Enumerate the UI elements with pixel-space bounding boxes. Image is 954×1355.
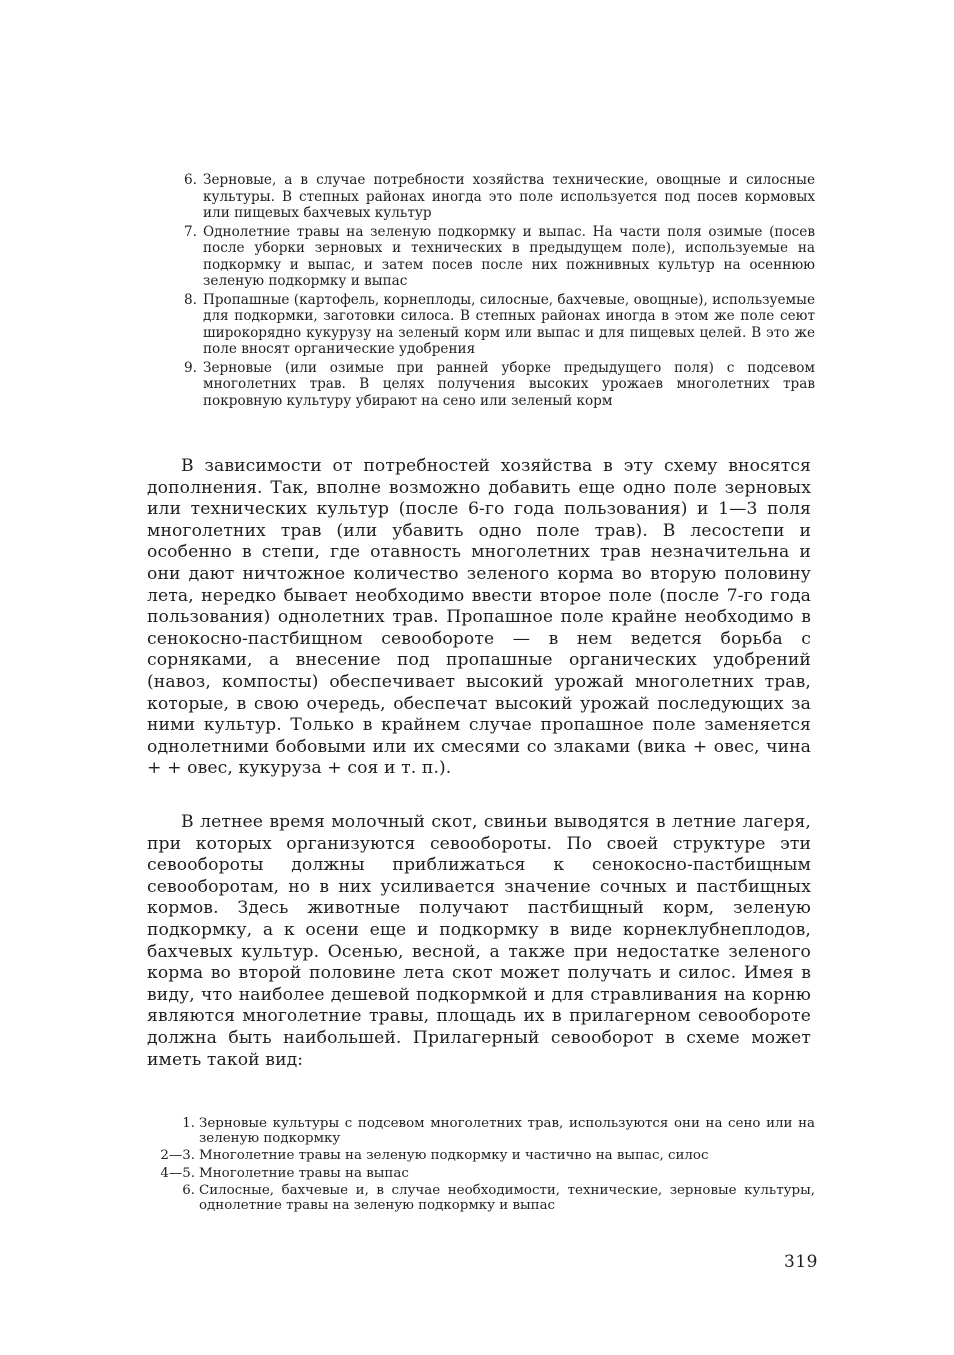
- list-item-text: Многолетние травы на зеленую подкормку и частично на выпас, силос: [199, 1148, 709, 1164]
- list-item: [175, 224, 815, 290]
- list-item-number: 8.: [184, 291, 197, 308]
- list-item-text: Силосные, бахчевые и, в случае необходимости, технические, зерновые культуры, однолетние травы на зеленую подкормку и выпас: [199, 1182, 815, 1214]
- list-item-number: 1.: [182, 1116, 195, 1131]
- page-number: 319: [784, 1252, 818, 1272]
- list-item-number: 7.: [184, 223, 197, 240]
- list-item-text: Зерновые (или озимые при ранней уборке предыдущего поля) с подсевом многолетних трав. В целях получения высоких урожаев многолетних трав покровную культуру убирают на сено или зеленый корм: [203, 359, 815, 409]
- list-item: [175, 292, 815, 358]
- list-item-number: 4—5.: [160, 1165, 195, 1181]
- paragraph-text: В летнее время молочный скот, свиньи выводятся в летние лагеря, при которых организуются севообороты. По своей структуре эти севообороты должны приближаться к сенокосно-пастбищным севооборотам, но в них усиливается значение сочных и пастбищных кормов. Здесь животные получают пастбищный корм, зеленую подкормку, а к осени еще и подкормку в виде корнеклубнеплодов, бахчевых культур. Осенью, весной, а также при недостатке зеленого корма во второй половине лета скот может получать и силос. Имея в виду, что наиболее дешевой подкормкой и для стравливания на корню являются многолетние травы, площадь их в прилагерном севообороте должна быть наибольшей. Прилагерный севооборот в схеме может иметь такой вид:: [147, 812, 811, 1070]
- list-item: [175, 360, 815, 410]
- list-item-number: 2—3.: [160, 1148, 195, 1164]
- list-item-number: 6.: [184, 172, 197, 188]
- crop-rotation-list-top: [175, 172, 815, 411]
- list-item: [175, 1116, 815, 1146]
- list-item-text: Многолетние травы на выпас: [199, 1165, 409, 1181]
- paragraph-text: В зависимости от потребностей хозяйства в эту схему вносятся дополнения. Так, вполне возможно добавить еще одно поле зерновых или технических культур (после 6-го года пользования) и 1—3 поля многолетних трав (или убавить одно поле трав). В лесостепи и особенно в степи, где отавность многолетних трав незначительна и они дают ничтожное количество зеленого корма во вторую половину лета, нередко бывает необходимо ввести второе поле (после 7-го года пользования) однолетних трав. Пропашное поле крайне необходимо в сенокосно-пастбищном севообороте — в нем ведется борьба с сорняками, а внесение под пропашные органических удобрений (навоз, компосты) обеспечивает высокий урожай многолетних трав, которые, в свою очередь, обеспечат высокий урожай последующих за ними культур. Только в крайнем случае пропашное поле заменяется однолетними бобовыми или их смесями со злаками (вика + овес, чина + + овес, кукуруза + соя и т. п.).: [147, 456, 811, 779]
- list-item-text: Зерновые, а в случае потребности хозяйства технические, овощные и силосные культуры. В степных районах иногда это поле используется под посев кормовых или пищевых бахчевых культур: [203, 172, 815, 221]
- list-item-text: Однолетние травы на зеленую подкормку и выпас. На части поля озимые (посев после уборки зерновых и технических в предыдущем поле), используемые на подкормку и выпас, и затем посев после них пожнивных культур на осеннюю зеленую подкормку и выпас: [203, 223, 815, 289]
- list-item: [175, 172, 815, 222]
- body-paragraph-2: [147, 812, 811, 1071]
- list-item: [175, 1183, 815, 1213]
- list-item: [160, 1148, 815, 1164]
- body-paragraph-1: [147, 456, 811, 780]
- crop-rotation-list-bottom: [160, 1116, 815, 1215]
- list-item-number: 9.: [184, 359, 197, 376]
- list-item-text: Пропашные (картофель, корнеплоды, силосные, бахчевые, овощные), используемые для подкормки, заготовки силоса. В степных районах иногда в этом же поле сеют широкорядно кукурузу на зеленый корм или выпас и для пищевых целей. В это же поле вносят органические удобрения: [203, 291, 815, 357]
- list-item: [160, 1165, 815, 1181]
- list-item-number: 6.: [182, 1182, 195, 1198]
- list-item-text: Зерновые культуры с подсевом многолетних трав, используются они на сено или на зеленую подкормку: [199, 1116, 815, 1147]
